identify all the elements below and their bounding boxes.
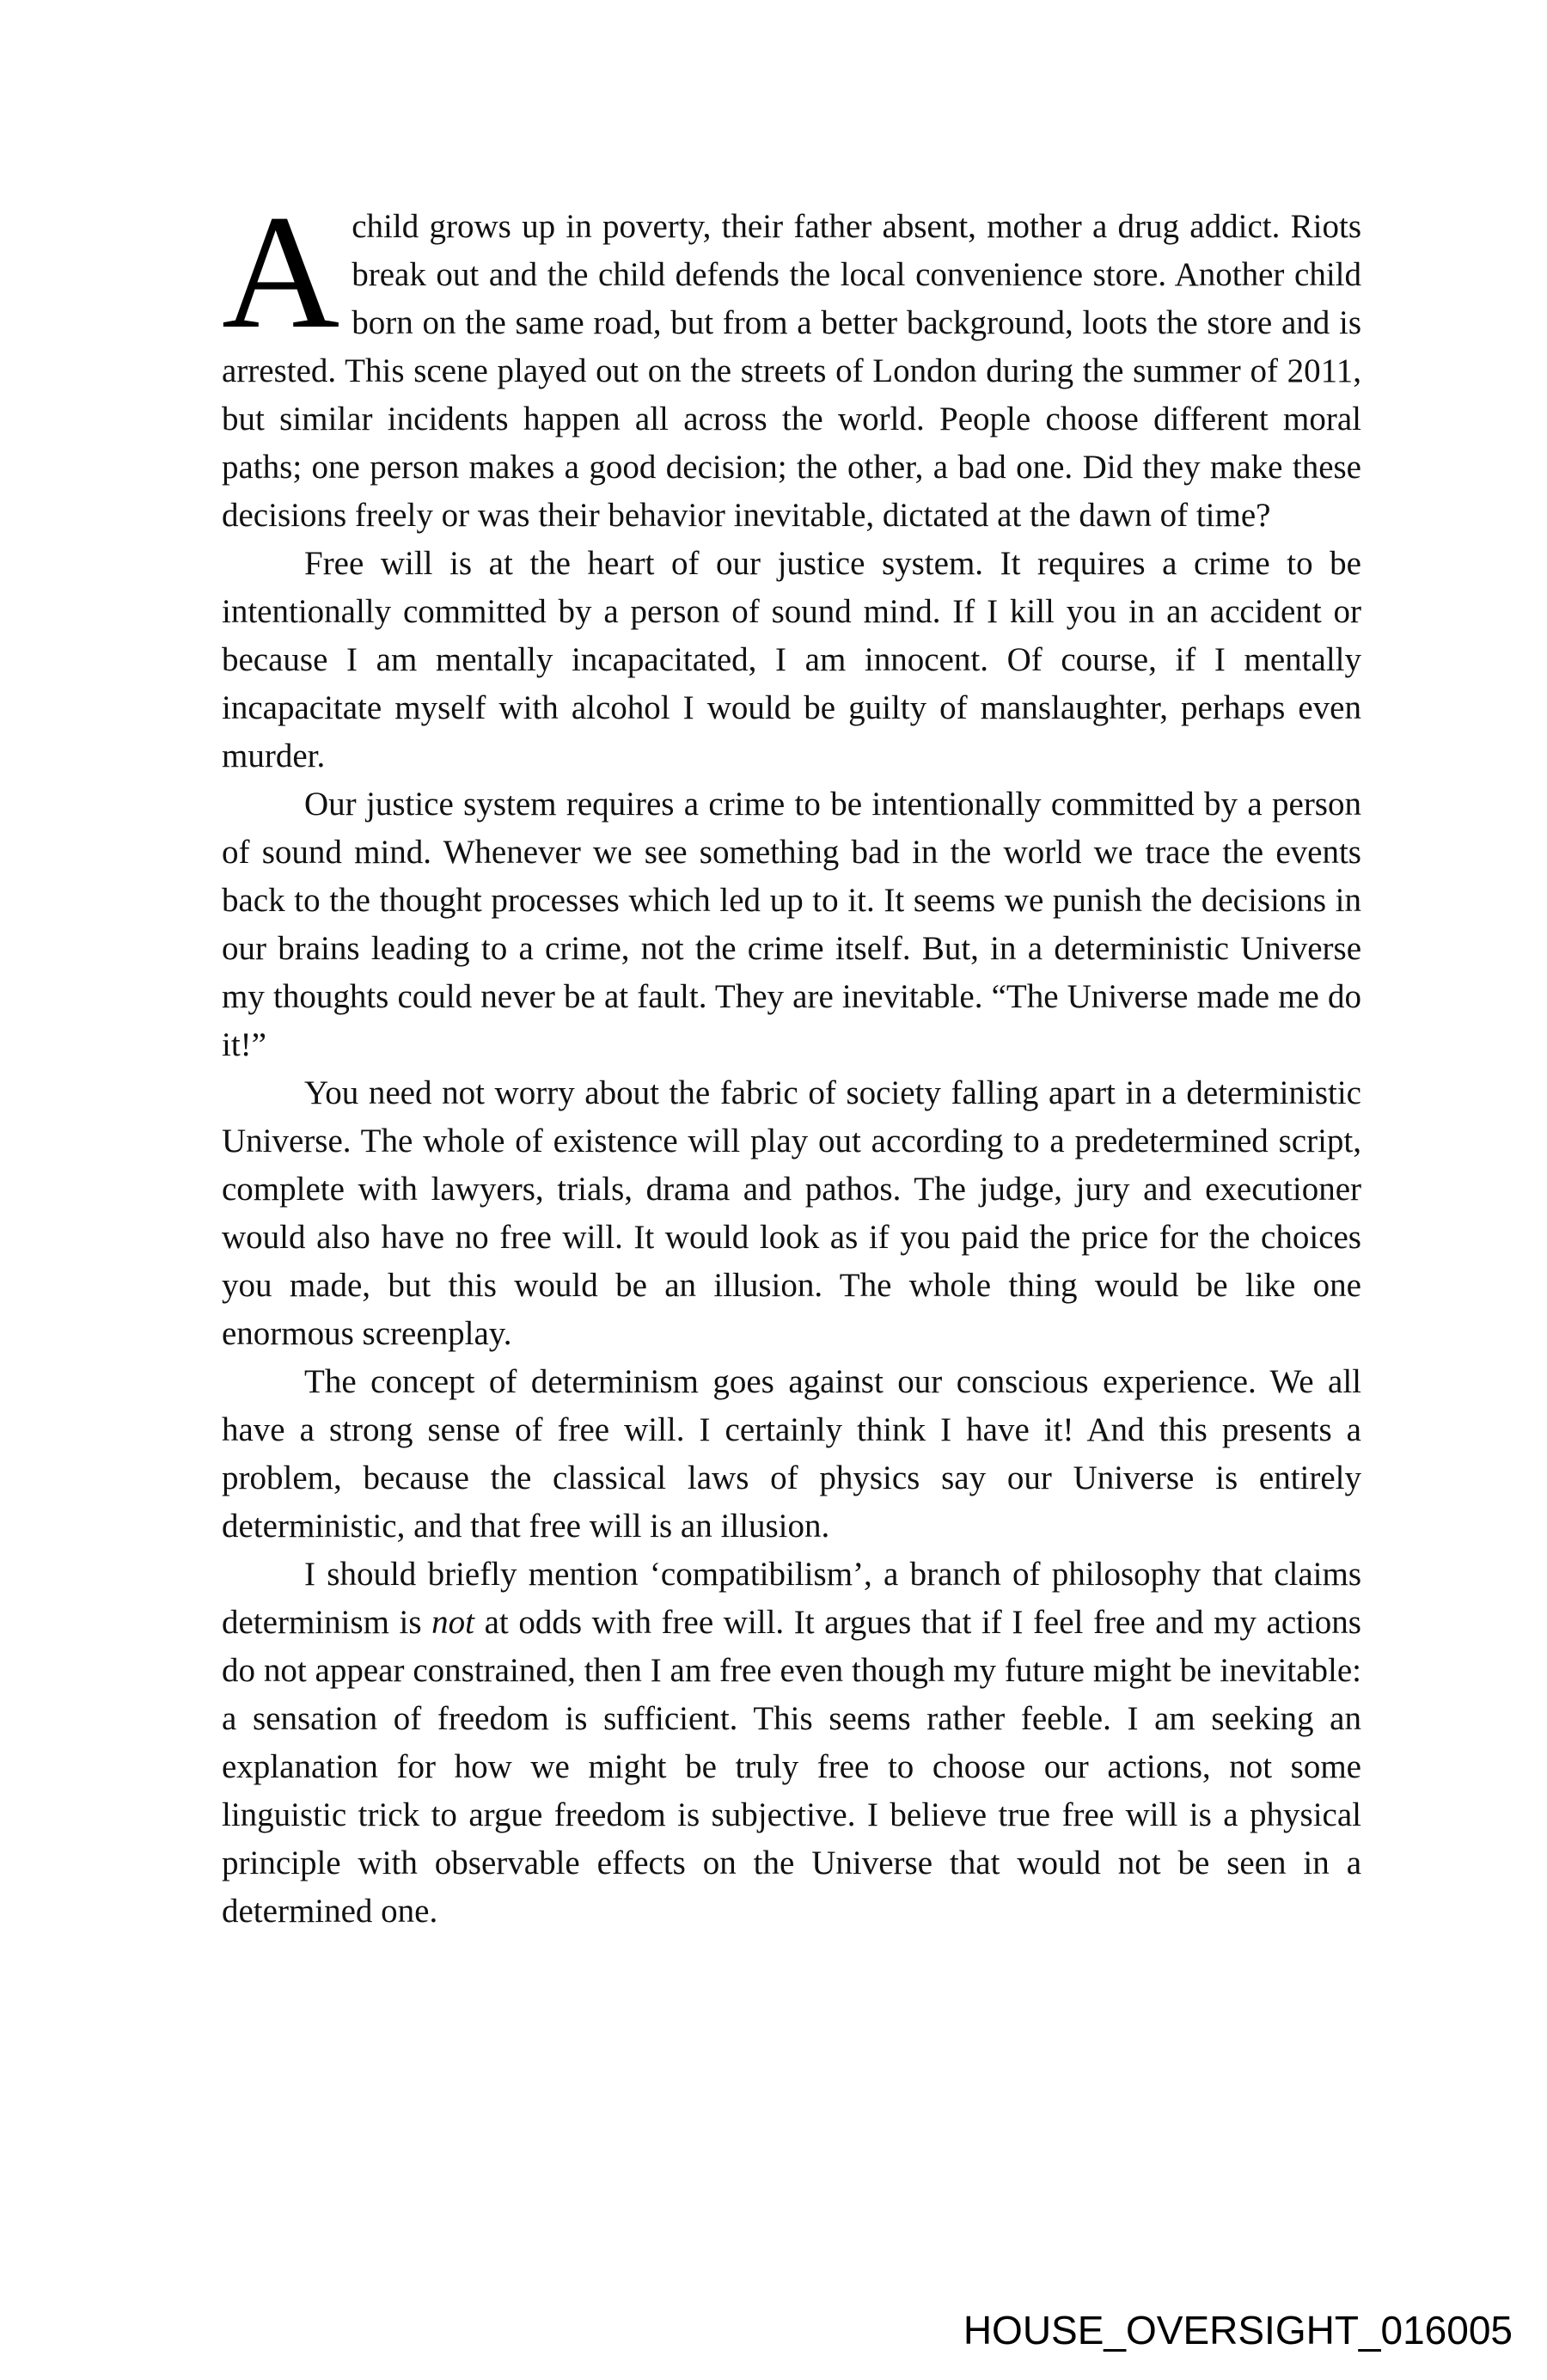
drop-cap: A xyxy=(222,182,340,363)
paragraph-2: Free will is at the heart of our justice system. It requires a crime to be intentionally committed by a person of sound mind. If I kill you in an accident or because I am mentally incapacitated, I am innocent. Of course, if I mentally incapacitate myself with alcohol I would be guilty of manslaughter, perhaps even murder. xyxy=(222,545,1361,774)
page-body xyxy=(222,182,1361,1936)
paragraph-1 xyxy=(222,182,1361,540)
paragraph-5: The concept of determinism goes against our conscious experience. We all have a strong sense of free will. I certainly think I have it! And this presents a problem, because the classical laws of physics say our Universe is entirely deterministic, and that free will is an illusion. xyxy=(222,1363,1361,1545)
bates-stamp: HOUSE_OVERSIGHT_016005 xyxy=(963,2308,1513,2352)
emphasis-not: not xyxy=(431,1604,475,1641)
paragraph-1-text: child grows up in poverty, their father absent, mother a drug addict. Riots break out and the child defends the local convenience store. Another child born on the same road, but from a better background, loots the store and is arrested. This scene played out on the streets of London during the summer of 2011, but similar incidents happen all across the world. People choose different moral paths; one person makes a good decision; the other, a bad one. Did they make these decisions freely or was their behavior inevitable, dictated at the dawn of time? xyxy=(222,208,1361,534)
paragraph-6-text-start: I should briefly mention ‘compatibilism’, a branch of philosophy that claims determinism is xyxy=(222,1556,1361,1641)
paragraph-6-text-end: at odds with free will. It argues that if I feel free and my actions do not appear constrained, then I am free even though my future might be inevitable: a sensation of freedom is sufficient. This seems rather feeble. I am seeking an explanation for how we might be truly free to choose our actions, not some linguistic trick to argue freedom is subjective. I believe true free will is a physical principle with observable effects on the Universe that would not be seen in a determined one. xyxy=(222,1604,1361,1930)
paragraph-6 xyxy=(222,1551,1361,1936)
paragraph-3: Our justice system requires a crime to be intentionally committed by a person of sound mind. Whenever we see something bad in the world we trace the events back to the thought processes which led up to it. It seems we punish the decisions in our brains leading to a crime, not the crime itself. But, in a deterministic Universe my thoughts could never be at fault. They are inevitable. “The Universe made me do it!” xyxy=(222,786,1361,1063)
paragraph-4: You need not worry about the fabric of society falling apart in a deterministic Universe. The whole of existence will play out according to a predetermined script, complete with lawyers, trials, drama and pathos. The judge, jury and executioner would also have no free will. It would look as if you paid the price for the choices you made, but this would be an illusion. The whole thing would be like one enormous screenplay. xyxy=(222,1074,1361,1352)
